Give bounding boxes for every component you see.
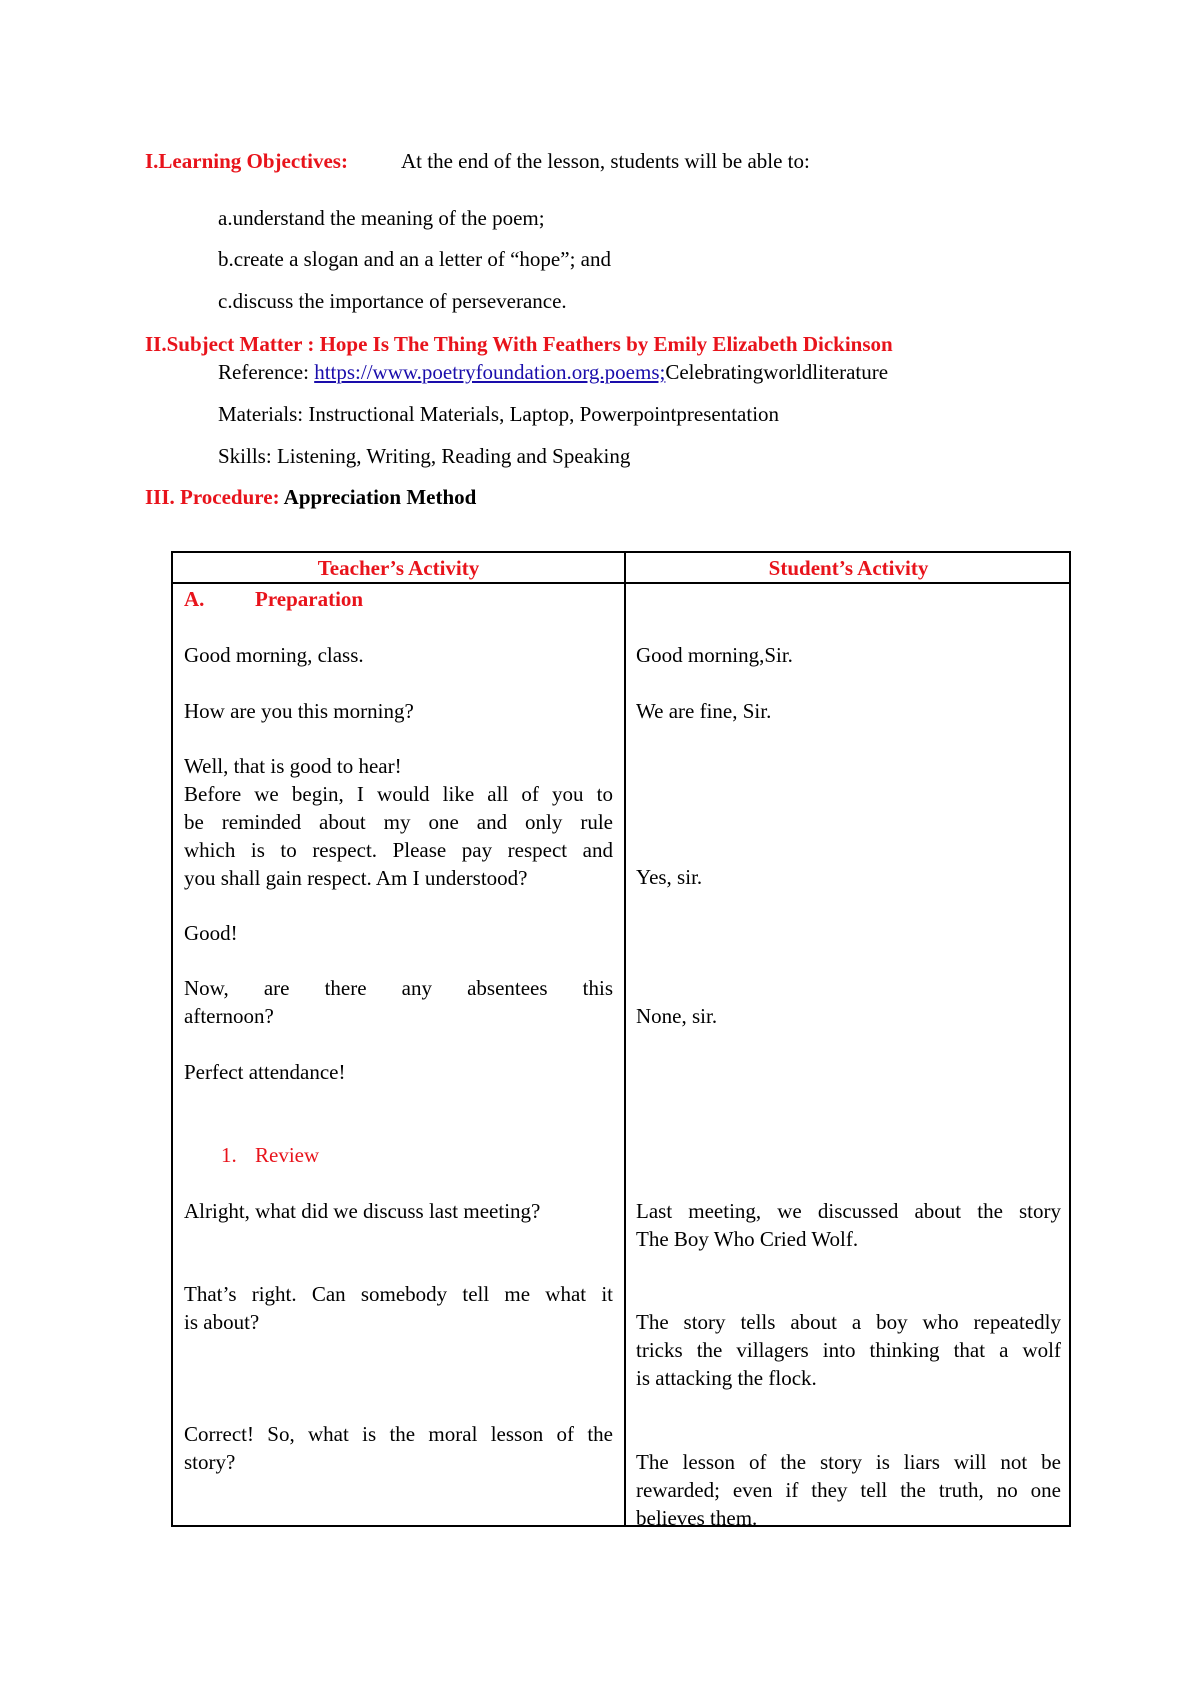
review-title: Review [255,1143,320,1167]
header-divider [173,582,1069,584]
story-line: tricks the villagers into thinking that a wolf [636,1338,1061,1362]
subject-heading: II.Subject Matter : Hope Is The Thing With Feathers by Emily Elizabeth Dickinson [145,332,893,356]
last-meeting-line: The Boy Who Cried Wolf. [636,1227,859,1251]
last-meeting-line: Last meeting, we discussed about the story [636,1199,1061,1223]
lesson-line: The lesson of the story is liars will not be [636,1450,1061,1474]
student-fine: We are fine, Sir. [636,699,772,723]
procedure-label: III. Procedure [145,485,273,509]
student-last-meeting [636,1197,1061,1253]
thats-right-line: That’s right. Can somebody tell me what it [184,1282,613,1306]
review-number: 1. [221,1143,237,1167]
story-line: is attacking the flock. [636,1366,817,1390]
procedure-method: Appreciation Method [279,485,477,509]
teacher-rule-paragraph [184,780,613,892]
moral-line: Correct! So, what is the moral lesson of the [184,1422,613,1446]
teacher-good-to-hear: Well, that is good to hear! [184,754,402,778]
teacher-last-meeting: Alright, what did we discuss last meeting? [184,1199,541,1223]
teacher-activity-header: Teacher’s Activity [317,556,480,580]
student-none: None, sir. [636,1004,718,1028]
teacher-good: Good! [184,921,238,945]
rule-line: you shall gain respect. Am I understood? [184,866,528,890]
student-activity-header: Student’s Activity [768,556,929,580]
objective-item: a.understand the meaning of the poem; [218,206,545,230]
thats-right-line: is about? [184,1310,260,1334]
rule-line: be reminded about my one and only rule [184,810,613,834]
reference-link[interactable]: https://www.poetryfoundation.org.poems; [314,360,666,384]
skills-line: Skills: Listening, Writing, Reading and Speaking [218,444,631,468]
objective-item: c.discuss the importance of perseverance. [218,289,567,313]
rule-line: which is to respect. Please pay respect and [184,838,613,862]
section-a-title: Preparation [255,587,364,611]
column-divider [624,553,626,1525]
section-a-letter: A. [184,587,205,611]
student-story-summary [636,1308,1061,1392]
teacher-how-are-you: How are you this morning? [184,699,414,723]
objectives-heading: I.Learning Objectives: [145,149,348,173]
reference-line [218,362,888,383]
teacher-moral-question [184,1420,613,1476]
teacher-perfect-attendance: Perfect attendance! [184,1060,346,1084]
lesson-line: rewarded; even if they tell the truth, no one [636,1478,1061,1502]
activity-table [171,551,1071,1530]
moral-line: story? [184,1450,236,1474]
procedure-heading [145,487,476,508]
rule-line: Before we begin, I would like all of you to [184,782,613,806]
objectives-intro: At the end of the lesson, students will be able to: [401,149,810,173]
absentees-line: Now, are there any absentees this [184,976,613,1000]
lesson-line: believes them. [636,1506,758,1530]
story-line: The story tells about a boy who repeatedly [636,1310,1061,1334]
teacher-thats-right [184,1280,613,1336]
student-lesson [636,1448,1061,1532]
teacher-absentees [184,974,613,1030]
student-greeting: Good morning,Sir. [636,643,793,667]
materials-line: Materials: Instructional Materials, Laptop, Powerpointpresentation [218,402,780,426]
absentees-line: afternoon? [184,1004,274,1028]
student-yes: Yes, sir. [636,865,703,889]
objective-item: b.create a slogan and an a letter of “hope”; and [218,247,611,271]
reference-rest: Celebratingworldliterature [665,360,889,384]
reference-label: Reference: [218,360,315,384]
procedure-colon: : [272,485,280,509]
teacher-greeting: Good morning, class. [184,643,364,667]
